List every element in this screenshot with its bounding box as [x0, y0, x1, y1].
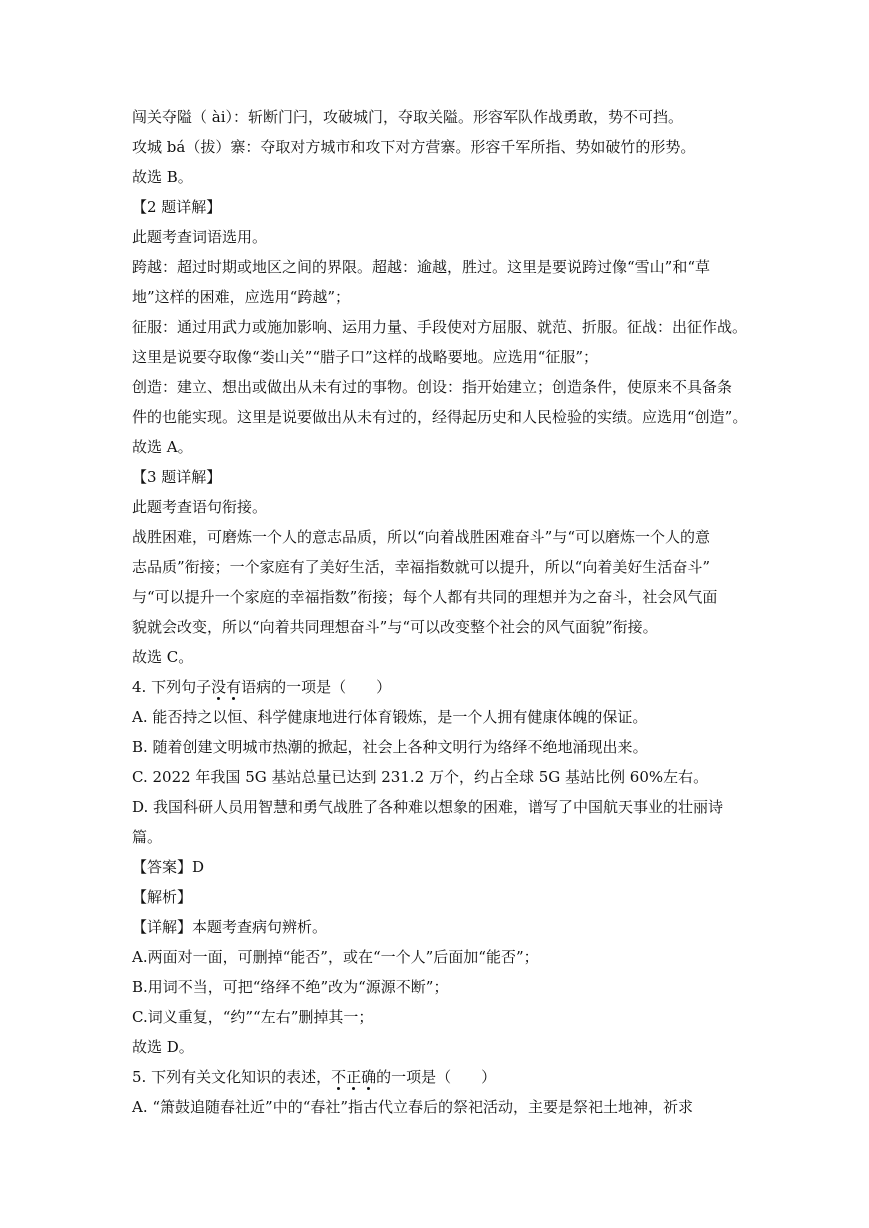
text-line: 故选 A。: [132, 438, 193, 456]
answer-line: 【答案】D: [132, 858, 205, 876]
section-heading: 【2 题详解】: [132, 198, 222, 216]
text-line: A.两面对一面，可删掉“能否”，或在“一个人”后面加“能否”；: [132, 948, 539, 966]
option-line: A. 能否持之以恒、科学健康地进行体育锻炼，是一个人拥有健康体魄的保证。: [132, 708, 648, 726]
emphasis-char: 确: [361, 1068, 377, 1086]
text-line: 闯关夺隘（ ài）：斩断门闩，攻破城门，夺取关隘。形容军队作战勇敢，势不可挡。: [132, 108, 684, 126]
question-stem-text: 5. 下列有关文化知识的表述，: [132, 1068, 332, 1086]
text-line: 战胜困难，可磨炼一个人的意志品质，所以“向着战胜困难奋斗”与“可以磨炼一个人的意: [132, 528, 711, 546]
section-heading: 【3 题详解】: [132, 468, 222, 486]
document-body: [132, 102, 748, 1122]
text-line: 故选 C。: [132, 648, 194, 666]
text-line: 此题考查词语选用。: [132, 228, 268, 246]
question-stem-text: 4. 下列句子: [132, 678, 212, 696]
text-line: 此题考查语句衔接。: [132, 498, 268, 516]
text-line: 志品质”衔接；一个家庭有了美好生活，幸福指数就可以提升，所以“向着美好生活奋斗”: [132, 558, 711, 576]
text-line: 创造：建立、想出或做出从未有过的事物。创设：指开始建立；创造条件，使原来不具备条: [132, 378, 733, 396]
question-stem-text: 的一项是（ ）: [376, 1068, 497, 1086]
text-line: 征服：通过用武力或施加影响、运用力量、手段使对方屈服、就范、折服。征战：出征作战。: [132, 318, 748, 336]
question-stem: [132, 672, 742, 702]
text-line: B.用词不当，可把“络绎不绝”改为“源源不断”；: [132, 978, 449, 996]
text-line: 故选 D。: [132, 1038, 194, 1056]
option-line: C. 2022 年我国 5G 基站总量已达到 231.2 万个，约占全球 5G 基站比例 60%左右。: [132, 768, 709, 786]
text-line: 地”这样的困难，应选用“跨越”；: [132, 288, 351, 306]
option-line: B. 随着创建文明城市热潮的掀起，社会上各种文明行为络绎不绝地涌现出来。: [132, 738, 648, 756]
text-line: 故选 B。: [132, 168, 193, 186]
option-line: D. 我国科研人员用智慧和勇气战胜了各种难以想象的困难，谱写了中国航天事业的壮丽诗: [132, 798, 724, 816]
text-line: 这里是说要夺取像“娄山关”“腊子口”这样的战略要地。应选用“征服”；: [132, 348, 599, 366]
question-stem-text: 语病的一项是（ ）: [241, 678, 392, 696]
option-line: 篇。: [132, 828, 163, 846]
option-line: A. “箫鼓追随春社近”中的“春社”指古代立春后的祭祀活动，主要是祭祀土地神，祈求: [132, 1098, 694, 1116]
section-heading: 【解析】: [132, 888, 193, 906]
question-stem: [132, 1062, 742, 1092]
emphasis-char: 不: [331, 1068, 347, 1086]
emphasis-char: 正: [346, 1068, 362, 1086]
text-line: 件的也能实现。这里是说要做出从未有过的，经得起历史和人民检验的实绩。应选用“创造”。: [132, 408, 748, 426]
text-line: 攻城 bá（拔）寨：夺取对方城市和攻下对方营寨。形容千军所指、势如破竹的形势。: [132, 138, 696, 156]
emphasis-char: 有: [226, 678, 242, 696]
text-line: C.词义重复，“约”“左右”删掉其一；: [132, 1008, 374, 1026]
text-line: 跨越：超过时期或地区之间的界限。超越：逾越，胜过。这里是要说跨过像“雪山”和“草: [132, 258, 711, 276]
text-line: 貌就会改变，所以“向着共同理想奋斗”与“可以改变整个社会的风气面貌”衔接。: [132, 618, 658, 636]
text-line: 与“可以提升一个家庭的幸福指数”衔接；每个人都有共同的理想并为之奋斗，社会风气面: [132, 588, 718, 606]
emphasis-char: 没: [211, 678, 227, 696]
text-line: 【详解】本题考查病句辨析。: [132, 918, 328, 936]
